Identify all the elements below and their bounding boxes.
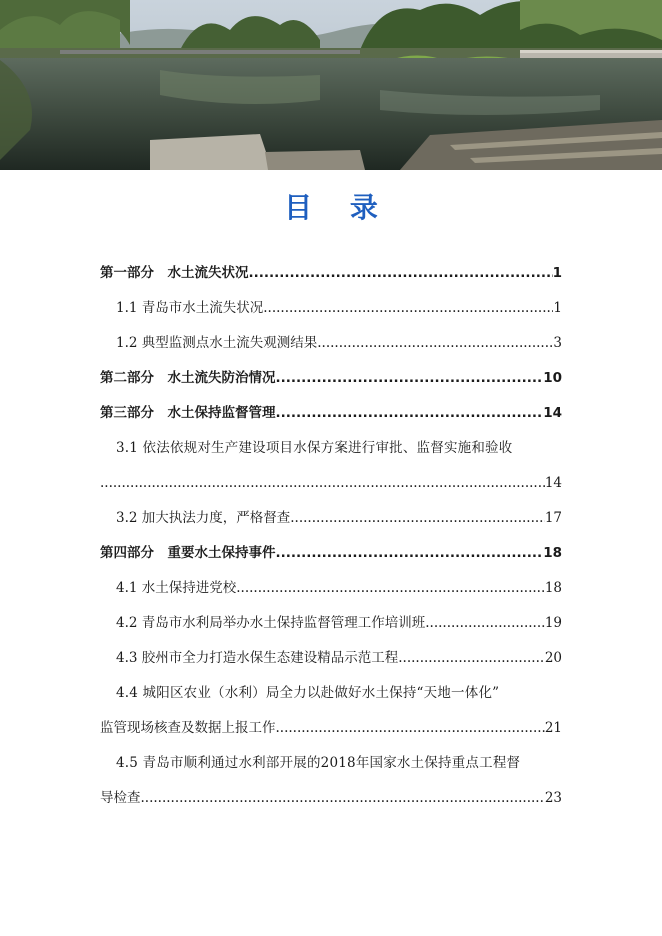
toc-leader-dots (276, 536, 544, 571)
toc-entry-label: 第一部分 水土流失状况 (100, 265, 249, 281)
toc-entry-4-5-line1[interactable] (100, 746, 562, 781)
toc-entry-page: 21 (544, 720, 562, 736)
toc-leader-dots (249, 256, 553, 291)
toc-entry-page: 1 (552, 265, 562, 281)
toc-entry-part-4[interactable] (100, 536, 562, 571)
toc-entry-label-continued: 监管现场核查及数据上报工作 (100, 720, 276, 736)
toc-entry-part-3[interactable] (100, 396, 562, 431)
toc-entry-part-2[interactable] (100, 361, 562, 396)
toc-entry-3-1-line1[interactable] (100, 431, 562, 466)
toc-entry-page: 1 (553, 300, 562, 316)
toc-entry-3-2[interactable] (100, 501, 562, 536)
header-photo (0, 0, 662, 170)
toc-entry-label: 4.2 青岛市水利局举办水土保持监督管理工作培训班 (116, 615, 426, 631)
toc-leader-dots (236, 571, 545, 606)
toc-entry-4-3[interactable] (100, 641, 562, 676)
lake-scene-image (0, 0, 662, 170)
toc-leader-dots (141, 781, 545, 816)
table-of-contents (100, 256, 562, 816)
toc-entry-4-4-line1[interactable] (100, 676, 562, 711)
toc-entry-page: 10 (543, 370, 562, 386)
toc-leader-dots (276, 711, 545, 746)
toc-entry-4-5-line2[interactable] (100, 781, 562, 816)
toc-entry-4-4-line2[interactable] (100, 711, 562, 746)
toc-entry-label: 第三部分 水土保持监督管理 (100, 405, 276, 421)
toc-entry-label: 4.4 城阳区农业（水利）局全力以赴做好水土保持“天地一体化” (116, 685, 500, 701)
toc-entry-3-1-line2[interactable] (100, 466, 562, 501)
toc-entry-page: 19 (544, 615, 562, 631)
toc-entry-label: 3.1 依法依规对生产建设项目水保方案进行审批、监督实施和验收 (116, 440, 513, 456)
toc-leader-dots (263, 291, 553, 326)
toc-entry-page: 18 (543, 545, 562, 561)
toc-entry-label: 4.3 胶州市全力打造水保生态建设精品示范工程 (116, 650, 399, 666)
toc-leader-dots (276, 396, 544, 431)
toc-entry-4-1[interactable] (100, 571, 562, 606)
toc-leader-dots (290, 501, 545, 536)
toc-heading: 目 录 (284, 191, 392, 224)
toc-entry-page: 17 (544, 510, 562, 526)
toc-entry-label: 第四部分 重要水土保持事件 (100, 545, 276, 561)
toc-entry-label: 4.1 水土保持进党校 (116, 580, 237, 596)
toc-entry-label: 4.5 青岛市顺利通过水利部开展的2018年国家水土保持重点工程督 (116, 755, 521, 771)
toc-leader-dots (425, 606, 545, 641)
toc-entry-label-continued: 导检查 (100, 790, 141, 806)
toc-entry-page: 23 (544, 790, 562, 806)
toc-entry-1-1[interactable] (100, 291, 562, 326)
toc-entry-page: 20 (544, 650, 562, 666)
toc-entry-label: 3.2 加大执法力度，严格督查 (116, 510, 291, 526)
toc-leader-dots (276, 361, 544, 396)
toc-leader-dots (398, 641, 545, 676)
toc-entry-part-1[interactable] (100, 256, 562, 291)
toc-entry-label: 1.1 青岛市水土流失状况 (116, 300, 264, 316)
toc-entry-page: 3 (553, 335, 562, 351)
toc-entry-page: 14 (543, 405, 562, 421)
toc-entry-4-2[interactable] (100, 606, 562, 641)
toc-entry-page: 14 (544, 475, 562, 491)
toc-entry-1-2[interactable] (100, 326, 562, 361)
toc-entry-label: 第二部分 水土流失防治情况 (100, 370, 276, 386)
toc-entry-label: 1.2 典型监测点水土流失观测结果 (116, 335, 318, 351)
toc-leader-dots (100, 466, 545, 501)
toc-entry-page: 18 (544, 580, 562, 596)
toc-leader-dots (317, 326, 553, 361)
